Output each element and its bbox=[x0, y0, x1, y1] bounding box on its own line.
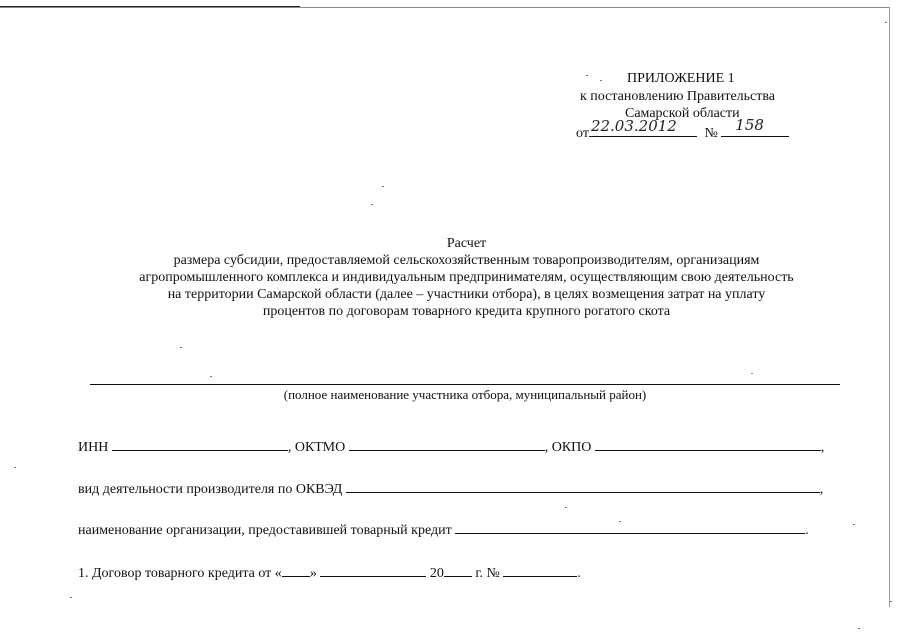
heading-line-1: размера субсидии, предоставляемой сельскохозяйственным товаропроизводителям, организациям bbox=[173, 253, 760, 268]
okved-row bbox=[78, 478, 823, 498]
scan-speck bbox=[890, 601, 892, 602]
heading-line-2: агропромышленного комплекса и индивидуальным предпринимателям, осуществляющим свою деятельность bbox=[139, 270, 794, 285]
contract-row bbox=[78, 562, 581, 582]
appendix-line1: к постановлению Правительства bbox=[580, 89, 776, 104]
contract-prefix: 1. Договор товарного кредита от « bbox=[78, 566, 282, 581]
scan-border-top bbox=[0, 7, 890, 8]
heading-line-4: процентов по договорам товарного кредита крупного рогатого скота bbox=[262, 304, 671, 319]
scan-speck bbox=[210, 376, 212, 377]
contract-number-field[interactable] bbox=[503, 562, 577, 577]
contract-day-field[interactable] bbox=[282, 562, 310, 577]
scan-speck bbox=[858, 628, 860, 629]
scan-speck bbox=[586, 75, 588, 76]
okved-comma: , bbox=[819, 482, 824, 497]
scan-speck bbox=[382, 186, 384, 187]
contract-end: . bbox=[577, 566, 581, 581]
scan-speck bbox=[14, 467, 16, 468]
inn-label: ИНН bbox=[78, 440, 109, 455]
scan-speck bbox=[885, 22, 887, 23]
document-title: Расчет bbox=[446, 236, 487, 251]
contract-month-field[interactable] bbox=[320, 562, 426, 577]
creditor-row bbox=[78, 519, 809, 539]
scan-speck bbox=[180, 347, 182, 348]
inn-row bbox=[78, 436, 824, 456]
number-field bbox=[721, 116, 789, 137]
contract-quote-close: » bbox=[309, 566, 317, 581]
contract-year-suffix: г. № bbox=[471, 566, 500, 581]
okved-field[interactable] bbox=[346, 478, 820, 493]
scan-speck bbox=[853, 524, 855, 525]
scan-speck bbox=[70, 597, 72, 598]
date-prefix: от bbox=[576, 126, 589, 141]
participant-name-field[interactable] bbox=[90, 384, 840, 385]
date-handwritten: 22.03.2012 bbox=[590, 117, 677, 135]
scan-speck bbox=[371, 204, 373, 205]
participant-caption: (полное наименование участника отбора, муниципальный район) bbox=[283, 387, 647, 402]
scan-speck bbox=[619, 521, 621, 522]
inn-row-comma: , bbox=[820, 440, 825, 455]
heading-line-3: на территории Самарской области (далее – участники отбора), в целях возмещения затрат на уплату bbox=[167, 287, 766, 302]
scan-speck bbox=[751, 373, 753, 374]
oktmo-field[interactable] bbox=[349, 436, 545, 451]
okpo-field[interactable] bbox=[595, 436, 821, 451]
appendix-title: ПРИЛОЖЕНИЕ 1 bbox=[627, 71, 735, 86]
appendix-line2: Самарской области bbox=[625, 106, 740, 121]
contract-year-field[interactable] bbox=[444, 562, 472, 577]
creditor-period: . bbox=[805, 523, 809, 538]
creditor-field[interactable] bbox=[455, 519, 805, 534]
okpo-label: , ОКПО bbox=[544, 440, 592, 455]
oktmo-label: , ОКТМО bbox=[287, 440, 346, 455]
okved-label: вид деятельности производителя по ОКВЭД bbox=[78, 482, 343, 497]
creditor-label: наименование организации, предоставившей товарный кредит bbox=[78, 523, 452, 538]
date-field bbox=[589, 117, 697, 137]
inn-field[interactable] bbox=[112, 436, 288, 451]
scan-speck bbox=[600, 80, 602, 81]
contract-year-prefix: 20 bbox=[429, 566, 444, 581]
appendix-date-row bbox=[576, 116, 789, 142]
number-prefix: № bbox=[704, 126, 718, 141]
scan-speck bbox=[565, 507, 567, 508]
number-handwritten: 158 bbox=[735, 116, 764, 134]
